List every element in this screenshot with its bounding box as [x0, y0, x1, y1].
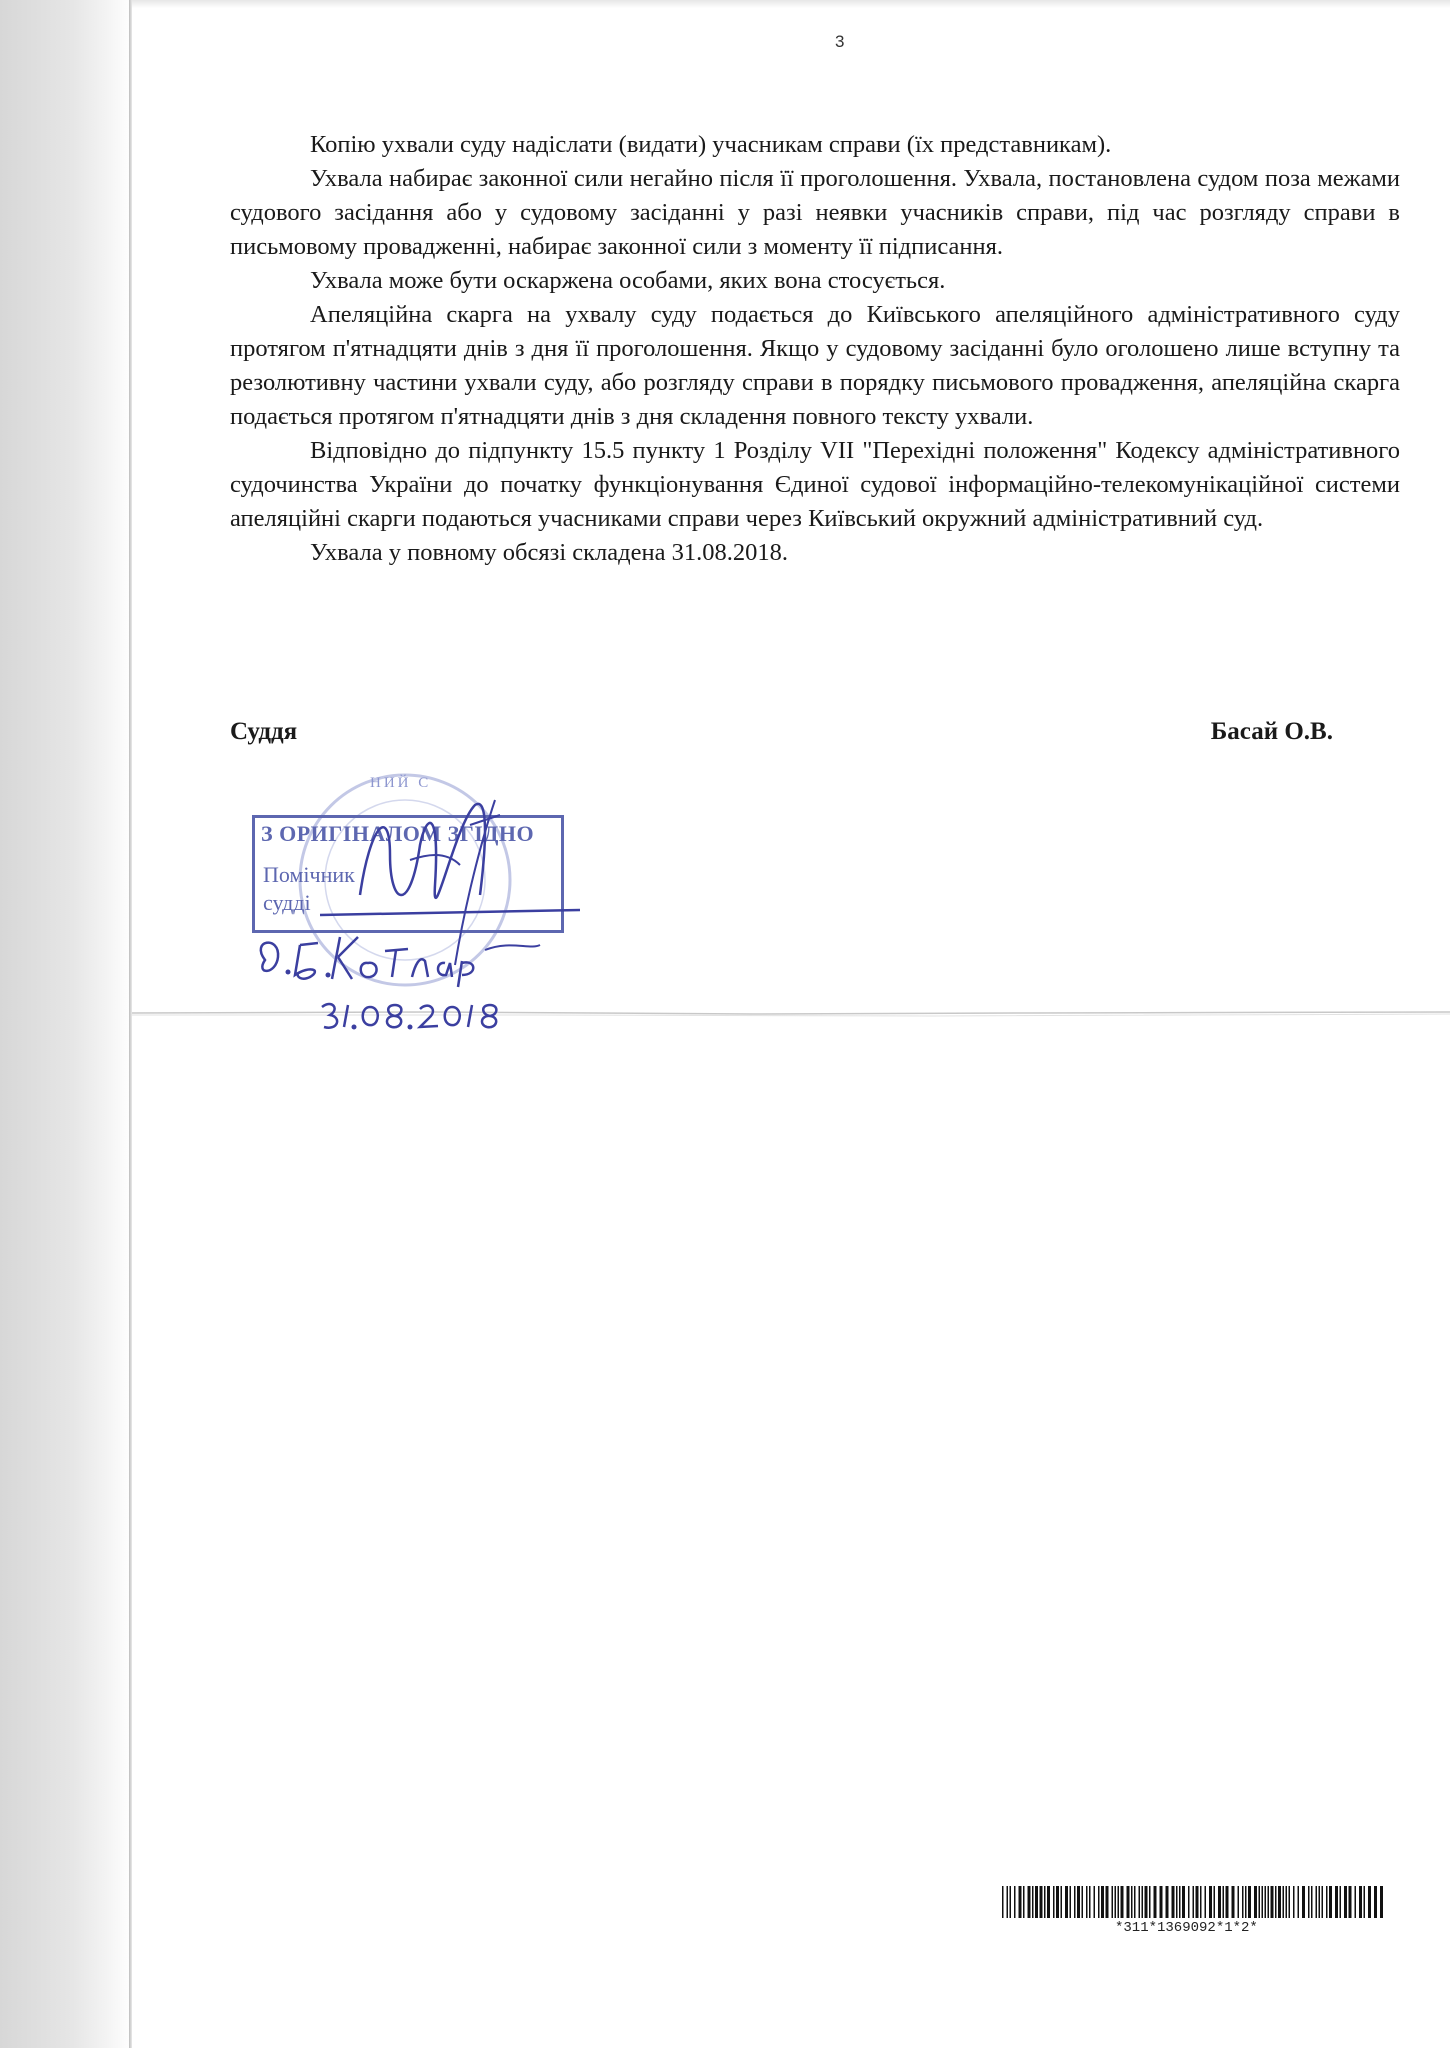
paragraph-appeal-right: Ухвала може бути оскаржена особами, яких вона стосується. — [310, 267, 946, 294]
barcode-bar — [1070, 1886, 1072, 1918]
barcode-bar — [1044, 1886, 1046, 1918]
barcode-bar — [1319, 1886, 1321, 1918]
page-edge-shadow — [129, 0, 132, 2048]
barcode-bar — [1340, 1886, 1342, 1918]
barcode-bar — [1205, 1886, 1207, 1918]
barcode-bar — [1127, 1886, 1130, 1918]
barcode-bar — [1061, 1886, 1063, 1918]
barcode-bar — [1308, 1886, 1310, 1918]
document-barcode — [1000, 1886, 1385, 1936]
barcode-bar — [1082, 1886, 1084, 1918]
barcode-bar — [1179, 1886, 1181, 1918]
paragraph-transitional: Відповідно до підпункту 15.5 пункту 1 Розділу VII "Перехідні положення" Кодексу адміністративного судочинства України до початку функціонування Єдиної судової інформаційно-телекомунікаційної системи апеляційні скарги подаються учасниками справи через Київський окружний адміністративний суд. — [230, 437, 1400, 532]
barcode-bar — [1326, 1886, 1328, 1918]
paragraph-copy: Копію ухвали суду надіслати (видати) учасникам справи (їх представникам). — [310, 131, 1112, 158]
stamp-position-line2: судді — [263, 890, 311, 915]
barcode-bar — [1245, 1886, 1247, 1918]
barcode-caption: *311*1369092*1*2* — [1115, 1920, 1258, 1936]
barcode-bar — [1214, 1886, 1216, 1918]
barcode-bar — [1335, 1886, 1338, 1918]
barcode-bar — [1131, 1886, 1133, 1918]
barcode-bar — [1077, 1886, 1080, 1918]
paragraph-appeal-term: Апеляційна скарга на ухвалу суду подається до Київського апеляційного адміністративного суду протягом п'ятнадцяти днів з дня її проголошення. Якщо у судовому засіданні було оголошено лише вступну та резолютивну частини ухвали суду, або розгляду справи в порядку письмового провадження, апеляційна скарга подається протягом п'ятнадцяти днів з дня складення повного тексту ухвали. — [230, 301, 1400, 430]
page-number: 3 — [835, 32, 845, 51]
barcode-bar — [1238, 1886, 1240, 1918]
barcode-bar — [1218, 1886, 1221, 1918]
barcode-bar — [1271, 1886, 1274, 1918]
barcode-bar — [1182, 1886, 1185, 1918]
barcode-bar — [1289, 1886, 1291, 1918]
barcode-bar — [1196, 1886, 1199, 1918]
barcode-bar — [1035, 1886, 1038, 1918]
document-body — [230, 128, 1400, 570]
barcode-bar — [1002, 1886, 1004, 1918]
barcode-bar — [1193, 1886, 1195, 1918]
barcode-bar — [1134, 1886, 1136, 1918]
barcode-bar — [1298, 1886, 1300, 1918]
barcode-bar — [1019, 1886, 1022, 1918]
barcode-icon — [1000, 1886, 1385, 1918]
barcode-bar — [1115, 1886, 1117, 1918]
barcode-bar — [1176, 1886, 1178, 1918]
barcode-bar — [1380, 1886, 1383, 1918]
barcode-bar — [1359, 1886, 1362, 1918]
barcode-bar — [1010, 1886, 1012, 1918]
barcode-bar — [1355, 1886, 1357, 1918]
paragraph-effective: Ухвала набирає законної сили негайно після її проголошення. Ухвала, постановлена судом поза межами судового засідання або у судовому засіданні у разі неявки учасників справи, під час розгляду справи в письмовому провадженні, набирає законної сили з моменту її підписання. — [230, 165, 1400, 260]
barcode-bar — [1311, 1886, 1313, 1918]
barcode-bar — [1172, 1886, 1175, 1918]
barcode-bar — [1089, 1886, 1091, 1918]
barcode-bar — [1065, 1886, 1068, 1918]
barcode-bar — [1154, 1886, 1157, 1918]
barcode-bar — [1322, 1886, 1324, 1918]
barcode-bar — [1139, 1886, 1141, 1918]
barcode-bar — [1329, 1886, 1332, 1918]
barcode-bar — [1374, 1886, 1377, 1918]
barcode-bar — [1056, 1886, 1059, 1918]
barcode-bar — [1364, 1886, 1366, 1918]
paragraph-full-text-date: Ухвала у повному обсязі складена 31.08.2018. — [310, 539, 788, 566]
barcode-bar — [1242, 1886, 1244, 1918]
barcode-bar — [1074, 1886, 1076, 1918]
barcode-bar — [1248, 1886, 1251, 1918]
barcode-bar — [1262, 1886, 1264, 1918]
barcode-bar — [1047, 1886, 1050, 1918]
barcode-bar — [1098, 1886, 1100, 1918]
barcode-bar — [1344, 1886, 1347, 1918]
stamp-title: З ОРИГІНАЛОМ ЗГІДНО — [261, 821, 535, 846]
barcode-bar — [1032, 1886, 1034, 1918]
barcode-bar — [1268, 1886, 1270, 1918]
barcode-bar — [1160, 1886, 1163, 1918]
barcode-bar — [1101, 1886, 1104, 1918]
seal-round-text: НИЙ С — [370, 775, 432, 791]
barcode-bar — [1275, 1886, 1277, 1918]
barcode-bar — [1142, 1886, 1144, 1918]
barcode-bar — [1254, 1886, 1257, 1918]
certification-stamp — [240, 765, 580, 1045]
barcode-bar — [1286, 1886, 1288, 1918]
barcode-bar — [1014, 1886, 1016, 1918]
barcode-bar — [1121, 1886, 1124, 1918]
handwritten-signature-icon — [240, 765, 580, 1045]
barcode-bar — [1028, 1886, 1031, 1918]
barcode-bar — [1200, 1886, 1202, 1918]
barcode-bar — [1316, 1886, 1318, 1918]
barcode-bar — [1259, 1886, 1261, 1918]
barcode-bar — [1023, 1886, 1025, 1918]
judge-name: Басай О.В. — [1210, 718, 1333, 745]
barcode-bar — [1086, 1886, 1088, 1918]
barcode-bar — [1293, 1886, 1295, 1918]
scanner-top-edge — [132, 0, 1450, 8]
barcode-bar — [1040, 1886, 1043, 1918]
barcode-bar — [1149, 1886, 1151, 1918]
barcode-bar — [1106, 1886, 1109, 1918]
barcode-bar — [1278, 1886, 1281, 1918]
barcode-bar — [1209, 1886, 1212, 1918]
barcode-bar — [1283, 1886, 1285, 1918]
barcode-bar — [1094, 1886, 1096, 1918]
barcode-bar — [1053, 1886, 1055, 1918]
stamp-position-line1: Помічник — [263, 862, 355, 887]
barcode-bar — [1188, 1886, 1190, 1918]
scanner-left-edge — [0, 0, 132, 2048]
barcode-bar — [1112, 1886, 1114, 1918]
barcode-bar — [1349, 1886, 1352, 1918]
signature-row — [230, 718, 1333, 758]
barcode-bar — [1265, 1886, 1267, 1918]
barcode-bar — [1007, 1886, 1009, 1918]
barcode-bar — [1166, 1886, 1169, 1918]
barcode-bar — [1118, 1886, 1120, 1918]
barcode-bar — [1226, 1886, 1229, 1918]
barcode-bar — [1223, 1886, 1225, 1918]
barcode-bar — [1368, 1886, 1371, 1918]
barcode-bar — [1145, 1886, 1148, 1918]
barcode-bar — [1232, 1886, 1235, 1918]
judge-label: Суддя — [230, 718, 298, 745]
barcode-bar — [1302, 1886, 1305, 1918]
